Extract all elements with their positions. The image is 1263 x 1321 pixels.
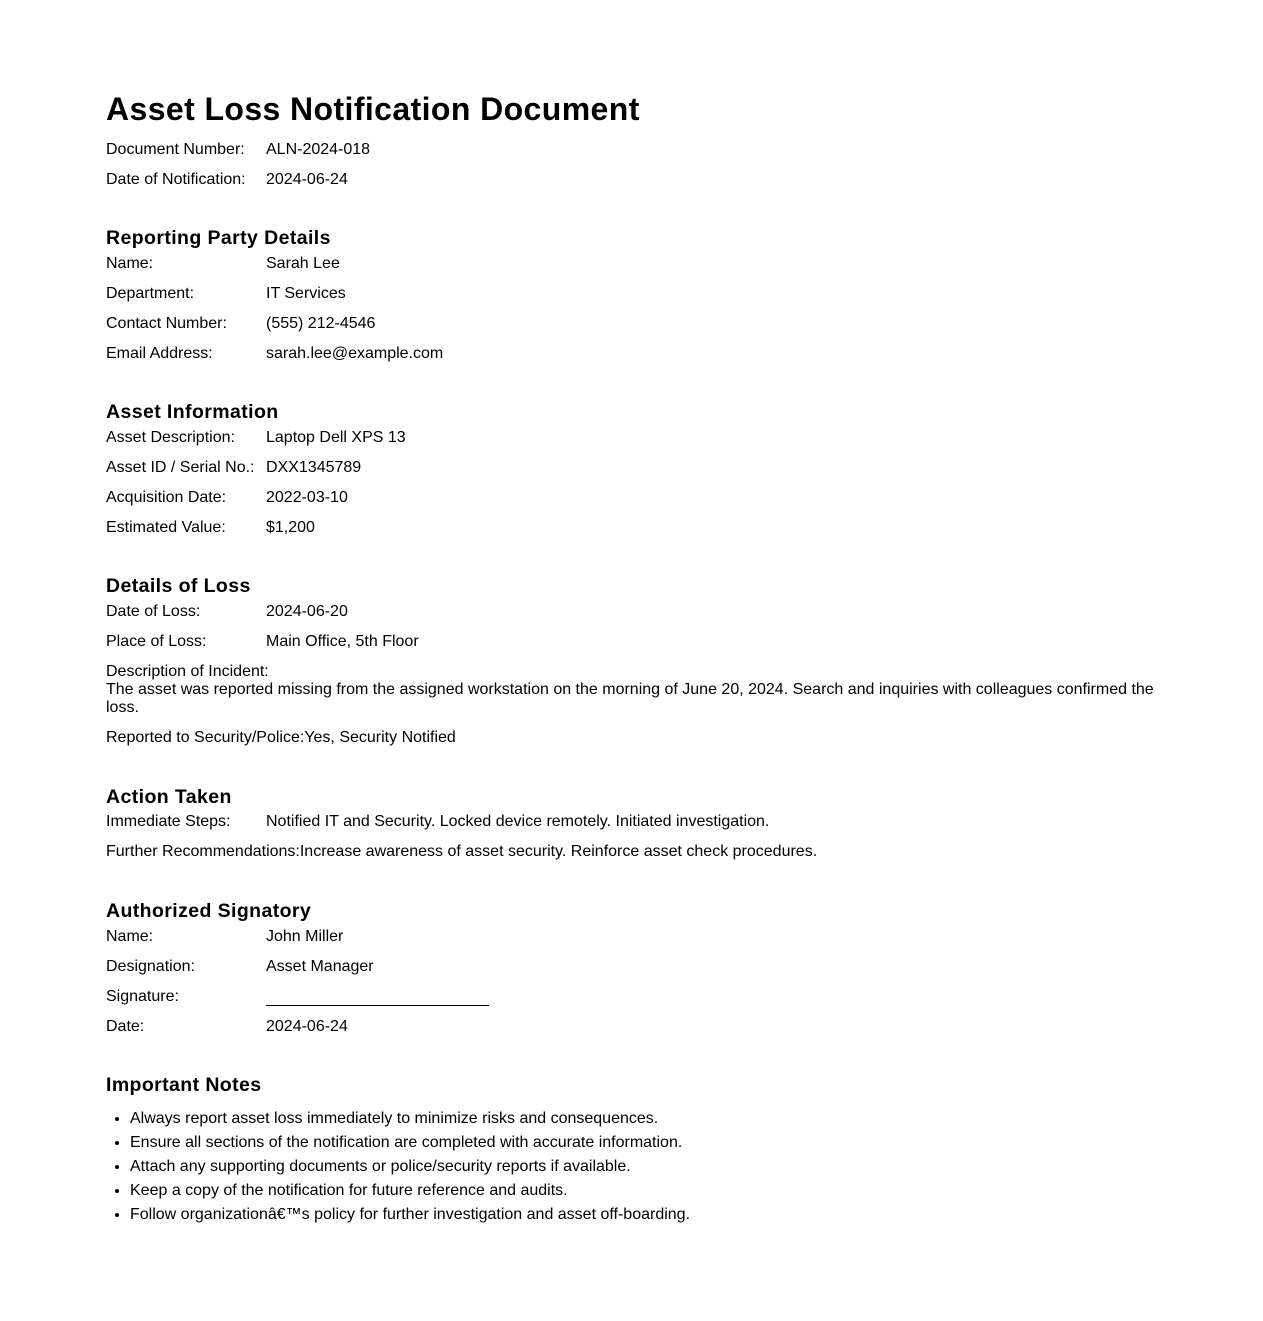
notification-date-value: 2024-06-24	[266, 171, 348, 188]
acquisition-date-label: Acquisition Date:	[106, 489, 227, 506]
further-recommendations-row	[106, 843, 817, 861]
reporter-name-row	[106, 255, 340, 273]
reporter-contact-value: (555) 212-4546	[266, 315, 376, 332]
asset-heading: Asset Information	[106, 401, 279, 423]
reporter-name-label: Name:	[106, 255, 154, 272]
notes-list	[106, 1107, 690, 1227]
loss-place-label: Place of Loss:	[106, 633, 207, 650]
designation-value: Asset Manager	[266, 958, 374, 975]
list-item: • Keep a copy of the notification for future reference and audits.	[130, 1179, 690, 1203]
reporter-contact-label: Contact Number:	[106, 315, 227, 332]
signature-line[interactable]	[266, 988, 489, 1006]
loss-place-value: Main Office, 5th Floor	[266, 633, 419, 650]
further-recommendations-value: Increase awareness of asset security. Reinforce asset check procedures.	[299, 843, 818, 860]
signatory-date-label: Date:	[106, 1018, 145, 1035]
doc-number-row	[106, 141, 370, 159]
incident-description: The asset was reported missing from the assigned workstation on the morning of June 20, 2024. Search and inquiries with colleagues confirmed the loss.	[106, 681, 1154, 716]
signatory-heading: Authorized Signatory	[106, 900, 312, 922]
acquisition-date-row	[106, 489, 348, 507]
immediate-steps-value: Notified IT and Security. Locked device remotely. Initiated investigation.	[266, 813, 770, 830]
doc-number-value: ALN-2024-018	[266, 141, 371, 158]
reporter-email-row	[106, 345, 443, 363]
reporter-email-label: Email Address:	[106, 345, 213, 362]
loss-date-label: Date of Loss:	[106, 603, 201, 620]
list-item: • Follow organizationâ€™s policy for further investigation and asset off-boarding.	[130, 1203, 690, 1227]
asset-id-value: DXX1345789	[266, 459, 362, 476]
reporter-contact-row	[106, 315, 375, 333]
asset-desc-row	[106, 429, 406, 447]
designation-label: Designation:	[106, 958, 195, 975]
estimated-value-row	[106, 519, 315, 537]
estimated-value-label: Estimated Value:	[106, 519, 226, 536]
list-item: • Always report asset loss immediately to minimize risks and consequences.	[130, 1107, 690, 1131]
immediate-steps-row	[106, 813, 769, 831]
reporter-email-value: sarah.lee@example.com	[266, 345, 444, 362]
immediate-steps-label: Immediate Steps:	[106, 813, 231, 830]
signature-label: Signature:	[106, 988, 179, 1005]
loss-place-row	[106, 633, 419, 651]
loss-date-row	[106, 603, 348, 621]
signature-row	[106, 988, 489, 1006]
further-recommendations-label: Further Recommendations:	[106, 843, 300, 860]
signatory-name-row	[106, 928, 343, 946]
loss-heading: Details of Loss	[106, 575, 251, 597]
asset-id-label: Asset ID / Serial No.:	[106, 459, 255, 476]
loss-date-value: 2024-06-20	[266, 603, 348, 620]
asset-desc-value: Laptop Dell XPS 13	[266, 429, 406, 446]
reporting-heading: Reporting Party Details	[106, 227, 331, 249]
designation-row	[106, 958, 374, 976]
list-item: • Ensure all sections of the notification are completed with accurate information.	[130, 1131, 690, 1155]
reporter-dept-label: Department:	[106, 285, 195, 302]
asset-desc-label: Asset Description:	[106, 429, 235, 446]
acquisition-date-value: 2022-03-10	[266, 489, 348, 506]
action-heading: Action Taken	[106, 786, 232, 808]
reporter-dept-row	[106, 285, 346, 303]
signatory-name-label: Name:	[106, 928, 154, 945]
notes-heading: Important Notes	[106, 1074, 262, 1096]
document-title: Asset Loss Notification Document	[106, 91, 640, 127]
list-item: • Attach any supporting documents or police/security reports if available.	[130, 1155, 690, 1179]
reporter-name-value: Sarah Lee	[266, 255, 340, 272]
reported-row	[106, 729, 456, 747]
notification-date-label: Date of Notification:	[106, 171, 246, 188]
doc-number-label: Document Number:	[106, 141, 245, 158]
signatory-date-value: 2024-06-24	[266, 1018, 348, 1035]
reported-value: Yes, Security Notified	[304, 729, 456, 746]
estimated-value-value: $1,200	[266, 519, 315, 536]
reported-label: Reported to Security/Police:	[106, 729, 305, 746]
reporter-dept-value: IT Services	[266, 285, 346, 302]
signatory-date-row	[106, 1018, 348, 1036]
notification-date-row	[106, 171, 348, 189]
asset-id-row	[106, 459, 361, 477]
incident-label: Description of Incident:	[106, 663, 269, 680]
signatory-name-value: John Miller	[266, 928, 344, 945]
